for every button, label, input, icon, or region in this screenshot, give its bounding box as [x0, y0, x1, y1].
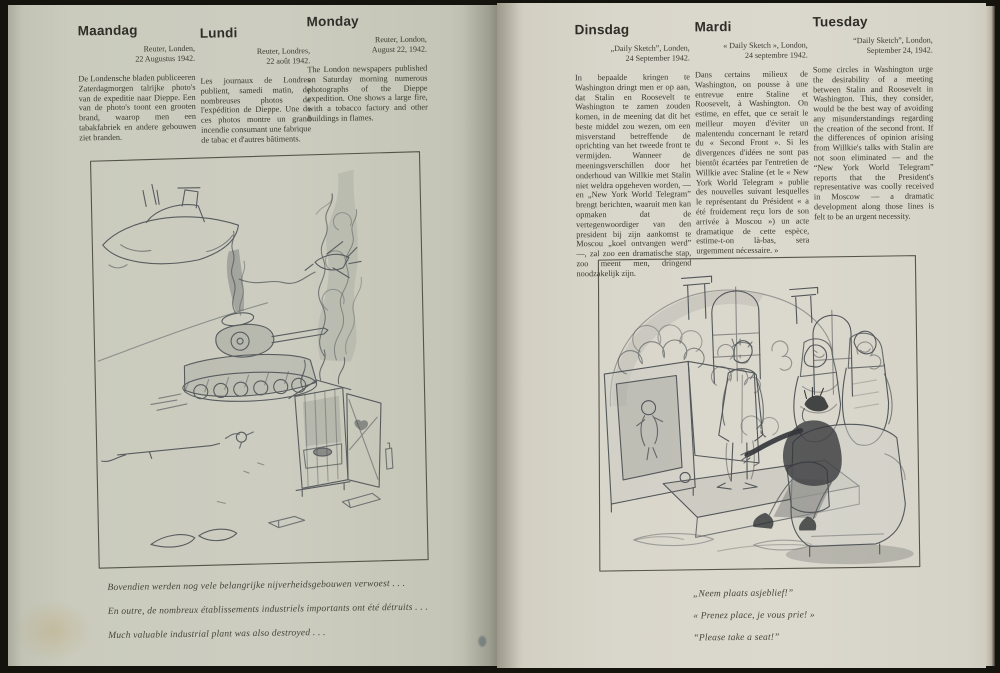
left-page — [8, 5, 497, 666]
column-header: Mardi — [694, 19, 732, 35]
right-page — [497, 3, 986, 668]
column-monday — [307, 13, 429, 124]
column-citation: Reuter, Londres, 22 août 1942. — [256, 46, 311, 66]
column-body: In bepaalde kringen te Washington dringt men er op aan, dat Stalin en Roosevelt te Washington te zamen zouden komen, in de meening dat dit het beste middel zou wezen, om een misverstand betreffende de oprichting van het tweede front te vermijden. Wanneer de meeningsverschillen door het onderhoud van Willkie met Stalin niet weldra opgeheven worden, — en „New York World Telegram” brengt berichten, waaruit men kan opmaken dat de vertegenwoordiger van den president bij zijn aankomst te Moscou „koel ontvangen werd” —, zal zoo een dramatische stap, zoo meent men, dringend noodzakelijk zijn. — [574, 72, 692, 278]
gutter-shadow — [463, 5, 497, 666]
column-tuesday — [812, 13, 934, 221]
caption-english: Much valuable industrial plant was also destroyed . . . — [108, 628, 326, 642]
column-citation: “Daily Sketch”, London, September 24, 1942. — [853, 35, 933, 56]
cartoon-take-a-seat — [595, 254, 921, 574]
column-header: Maandag — [77, 22, 138, 39]
column-header: Tuesday — [812, 13, 868, 30]
column-maandag — [78, 22, 197, 143]
column-dinsdag — [575, 21, 692, 278]
caption-dutch: „Neem plaats asjeblief!” — [692, 588, 794, 600]
cartoon-dieppe-fire — [85, 149, 433, 572]
page-stack-edge — [986, 6, 995, 666]
column-lundi — [200, 24, 312, 145]
column-body: De Londensche bladen publiceeren Zaterdagmorgen talrijke photo's van de expeditie naar Dieppe. Een van de photo's toont een grooten brand, waarop men een tabakfabriek en andere gebouwen ziet branden. — [78, 72, 197, 143]
column-body: Dans certains milieux de Washington, on pousse à une entrevue entre Staline et Roosevelt, à Washington. On estime, en effet, que ce serait le meilleur moyen d'éviter un malentendu concernant le retard du « Second Front ». Si les divergences d'idées ne sont pas bientôt écartées par l'entretien de Willkie avec Staline (et le « New York World Telegram » publie des nouvelles suivant lesquelles le représentant du Président « a été froidement reçu lors de son arrivée à Moscou ») un acte dramatique de cette espèce, estime-t-on là-bas, sera urgemment nécessaire. » — [694, 69, 810, 256]
caption-french: « Prenez place, je vous prie! » — [693, 610, 815, 622]
column-citation: Reuter, London, August 22, 1942. — [371, 34, 428, 55]
gutter-shadow — [497, 3, 523, 668]
column-citation: Reuter, Londen, 22 Augustus 1942. — [135, 43, 196, 64]
column-header: Dinsdag — [574, 21, 630, 38]
column-mardi — [695, 18, 810, 256]
caption-french: En outre, de nombreux établissements industriels importants ont été détruits . . . — [107, 602, 429, 618]
column-body: Some circles in Washington urge the desirability of a meeting between Stalin and Roosevelt in Washington. This, they consider, would be the best way of avoiding any misunderstandings regarding the creation of the second front. If the differences of opinion arising from Willkie's talks with Stalin are not soon eliminated — and the “New York World Telegram” reports that the President's representative was coolly received in Moscow — a dramatic development along those lines is felt to be an urgent necessity. — [812, 64, 935, 222]
column-header: Lundi — [199, 25, 238, 41]
paper-stain — [14, 599, 93, 662]
column-body: Les journaux de Londres publient, samedi matin, de nombreuses photos de l'expédition de Dieppe. Une de ces photos montre un grand incendie consumant une fabrique de tabac et d'autres bâtiments. — [200, 75, 312, 145]
caption-dutch: Bovendien werden nog vele belangrijke nijverheidsgebouwen verwoest . . . — [107, 578, 406, 594]
column-citation: « Daily Sketch », London, 24 septembre 1942. — [723, 40, 808, 60]
column-citation: „Daily Sketch”, Londen, 24 September 1942. — [610, 43, 690, 63]
column-body: The London newspapers published on Saturday morning numerous photographs of the Dieppe expedition. One shows a large fire, with a tobacco factory and other buildings in flames. — [307, 63, 428, 124]
column-header: Monday — [306, 13, 359, 30]
caption-english: “Please take a seat!” — [693, 632, 780, 644]
